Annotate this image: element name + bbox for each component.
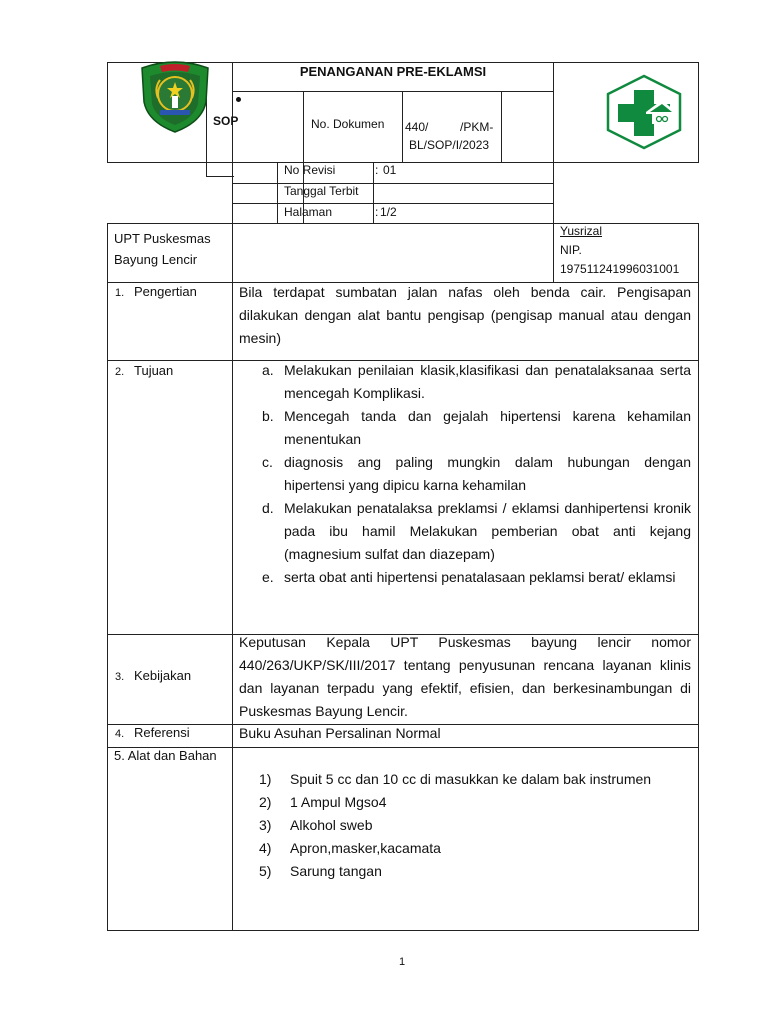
list-item	[262, 497, 691, 566]
no-dokumen-label: No. Dokumen	[311, 117, 385, 131]
section-label-kebijakan: Kebijakan	[134, 668, 192, 683]
no-dokumen-value-2: /PKM-	[460, 120, 494, 134]
list-marker: b.	[262, 408, 274, 424]
no-dokumen-value-3: BL/SOP/I/2023	[409, 138, 490, 152]
org-name-line2: Bayung Lencir	[114, 252, 198, 267]
list-item-text: Sarung tangan	[290, 863, 382, 879]
colon: :	[375, 205, 379, 219]
list-marker: e.	[262, 569, 274, 585]
list-item	[259, 768, 691, 791]
list-item-text: Melakukan penilaian klasik,klasifikasi dan penatalaksanaa serta mencegah Komplikasi.	[284, 362, 691, 401]
no-dokumen-value-1: 440/	[405, 120, 429, 134]
kebijakan-text: Keputusan Kepala UPT Puskesmas bayung lencir nomor 440/263/UKP/SK/III/2017 tentang penyusunan rencana layanan klinis dan layanan terpadu yang efektif, efisien, dan berkesinambungan di Puskesmas Bayung Lencir.	[239, 634, 691, 719]
colon: :	[375, 163, 379, 177]
list-item	[262, 566, 691, 589]
list-marker: 5)	[259, 863, 272, 879]
list-item	[259, 791, 691, 814]
list-marker: 2)	[259, 794, 272, 810]
org-name-line1: UPT Puskesmas	[114, 231, 211, 246]
halaman-value: 1/2	[380, 205, 397, 219]
sop-label: SOP	[213, 114, 239, 128]
list-item-text: Alkohol sweb	[290, 817, 373, 833]
bullet-icon	[236, 97, 241, 102]
list-item	[262, 451, 691, 497]
alat-list	[259, 768, 691, 883]
nip-value: 197511241996031001	[560, 262, 680, 276]
section-number: 2.	[115, 366, 125, 378]
list-item-text: serta obat anti hipertensi penatalasaan peklamsi berat/ eklamsi	[284, 569, 676, 585]
tanggal-terbit-label: Tanggal Terbit	[284, 184, 359, 198]
list-item-text: Spuit 5 cc dan 10 cc di masukkan ke dalam bak instrumen	[290, 771, 652, 787]
section-number: 1.	[115, 287, 125, 299]
health-cross-house-icon	[604, 74, 684, 150]
list-item	[259, 837, 691, 860]
list-marker: 4)	[259, 840, 272, 856]
section-number: 4.	[115, 728, 125, 740]
no-revisi-label: No Revisi	[284, 163, 336, 177]
list-item-text: Mencegah tanda dan gejalah hipertensi karena kehamilan menentukan	[284, 408, 691, 447]
nip-label: NIP.	[560, 243, 582, 257]
list-item	[262, 405, 691, 451]
list-marker: a.	[262, 362, 274, 378]
halaman-label: Halaman	[284, 205, 333, 219]
list-item-text: Melakukan penatalaksa preklamsi / eklamsi danhipertensi kronik pada ibu hamil Melakukan pemberian obat anti kejang (magnesium sulfat dan diazepam)	[284, 500, 691, 562]
list-item-text: 1 Ampul Mgso4	[290, 794, 387, 810]
list-marker: c.	[262, 454, 273, 470]
list-marker: 1)	[259, 771, 272, 787]
section-label-referensi: Referensi	[134, 725, 190, 740]
list-item	[259, 860, 691, 883]
page-number: 1	[398, 956, 406, 968]
no-revisi-value: 01	[383, 163, 397, 177]
referensi-text: Buku Asuhan Persalinan Normal	[239, 725, 441, 741]
section-label-tujuan: Tujuan	[134, 363, 174, 378]
signer-name: Yusrizal	[560, 224, 603, 238]
list-item	[262, 359, 691, 405]
section-number: 3.	[115, 671, 125, 683]
section-label-pengertian: Pengertian	[134, 284, 197, 299]
list-item-text: Apron,masker,kacamata	[290, 840, 441, 856]
page-title: PENANGANAN PRE-EKLAMSI	[299, 64, 487, 79]
list-marker: d.	[262, 500, 274, 516]
list-marker: 3)	[259, 817, 272, 833]
list-item	[259, 814, 691, 837]
list-item-text: diagnosis ang paling mungkin dalam hubungan dengan hipertensi yang dipicu karna kehamilan	[284, 454, 691, 493]
pengertian-text: Bila terdapat sumbatan jalan nafas oleh benda cair. Pengisapan dilakukan dengan alat bantu pengisap (pengisap manual atau dengan mesin)	[239, 284, 691, 346]
section-label-alat: 5. Alat dan Bahan	[114, 748, 217, 763]
regency-emblem-icon	[136, 58, 214, 134]
tujuan-list	[262, 359, 691, 589]
